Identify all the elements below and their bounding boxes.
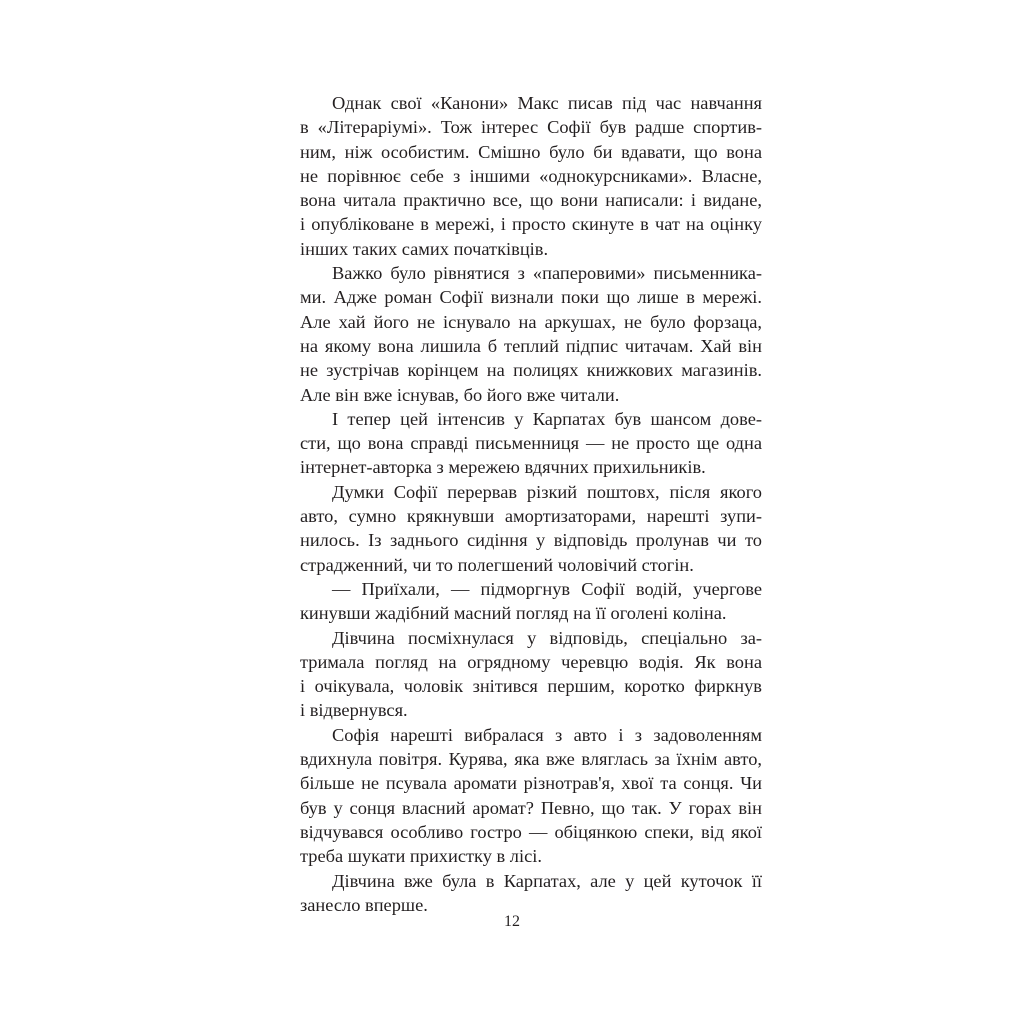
text-line: не порівнює себе з іншими «однокурсниками». Власне, xyxy=(300,165,762,186)
text-line: І тепер цей інтенсив у Карпатах був шансом дове- xyxy=(332,408,762,429)
text-line: занесло вперше. xyxy=(300,894,428,915)
paragraph xyxy=(300,261,762,407)
text-line: Але він вже існував, бо його вже читали. xyxy=(300,384,620,405)
text-line: Але хай його не існувало на аркушах, не було форзаца, xyxy=(300,311,762,332)
body-text xyxy=(300,91,762,917)
page-number: 12 xyxy=(504,913,520,930)
paragraph xyxy=(300,407,762,480)
text-line: і очікувала, чоловік знітився першим, коротко фиркнув xyxy=(300,676,762,697)
text-line: був у сонця власний аромат? Певно, що так. У горах він xyxy=(300,797,762,818)
paragraph xyxy=(300,577,762,626)
text-line: — Приїхали, — підморгнув Софії водій, учергове xyxy=(332,578,762,599)
text-line: на якому вона лишила б теплий підпис читачам. Хай він xyxy=(300,335,762,356)
text-line: Важко було рівнятися з «паперовими» письменника- xyxy=(332,263,762,284)
paragraph xyxy=(300,91,762,261)
text-line: в «Літераріумі». Тож інтерес Софії був радше спортив- xyxy=(300,117,762,138)
text-line: інших таких самих початківців. xyxy=(300,238,549,259)
text-line: більше не псувала аромати різнотрав'я, хвої та сонця. Чи xyxy=(300,773,762,794)
text-line: відчувався особливо гостро — обіцянкою спеки, від якої xyxy=(300,821,762,842)
text-line: інтернет-авторка з мережею вдячних прихильників. xyxy=(300,457,706,478)
paragraph xyxy=(300,723,762,869)
text-line: вдихнула повітря. Курява, яка вже вляглась за їхнім авто, xyxy=(300,749,762,770)
text-line: і опубліковане в мережі, і просто скинуте в чат на оцінку xyxy=(300,214,762,235)
text-line: ми. Адже роман Софії визнали поки що лише в мережі. xyxy=(300,287,762,308)
paragraph xyxy=(300,480,762,577)
text-line: треба шукати прихистку в лісі. xyxy=(300,846,542,867)
text-line: Софія нарешті вибралася з авто і з задоволенням xyxy=(332,724,762,745)
text-line: сти, що вона справді письменниця — не просто ще одна xyxy=(300,433,762,454)
paragraph xyxy=(300,869,762,918)
text-line: авто, сумно крякнувши амортизаторами, нарешті зупи- xyxy=(300,506,762,527)
text-line: ним, ніж особистим. Смішно було би вдавати, що вона xyxy=(300,141,762,162)
text-line: тримала погляд на огрядному черевцю водія. Як вона xyxy=(300,651,762,672)
paragraph xyxy=(300,626,762,723)
text-line: страдженний, чи то полегшений чоловічий стогін. xyxy=(300,554,694,575)
text-line: Дівчина вже була в Карпатах, але у цей куточок її xyxy=(332,870,762,891)
text-line: Думки Софії перервав різкий поштовх, після якого xyxy=(332,481,762,502)
text-line: Дівчина посміхнулася у відповідь, спеціально за- xyxy=(332,627,762,648)
text-line: Однак свої «Канони» Макс писав під час навчання xyxy=(332,93,762,113)
text-line: кинувши жадібний масний погляд на її оголені коліна. xyxy=(300,603,727,624)
text-line: не зустрічав корінцем на полицях книжкових магазинів. xyxy=(300,360,762,381)
text-line: нилось. Із заднього сидіння у відповідь пролунав чи то xyxy=(300,530,762,551)
text-line: вона читала практично все, що вони написали: і видане, xyxy=(300,190,762,211)
text-line: і відвернувся. xyxy=(300,700,408,721)
